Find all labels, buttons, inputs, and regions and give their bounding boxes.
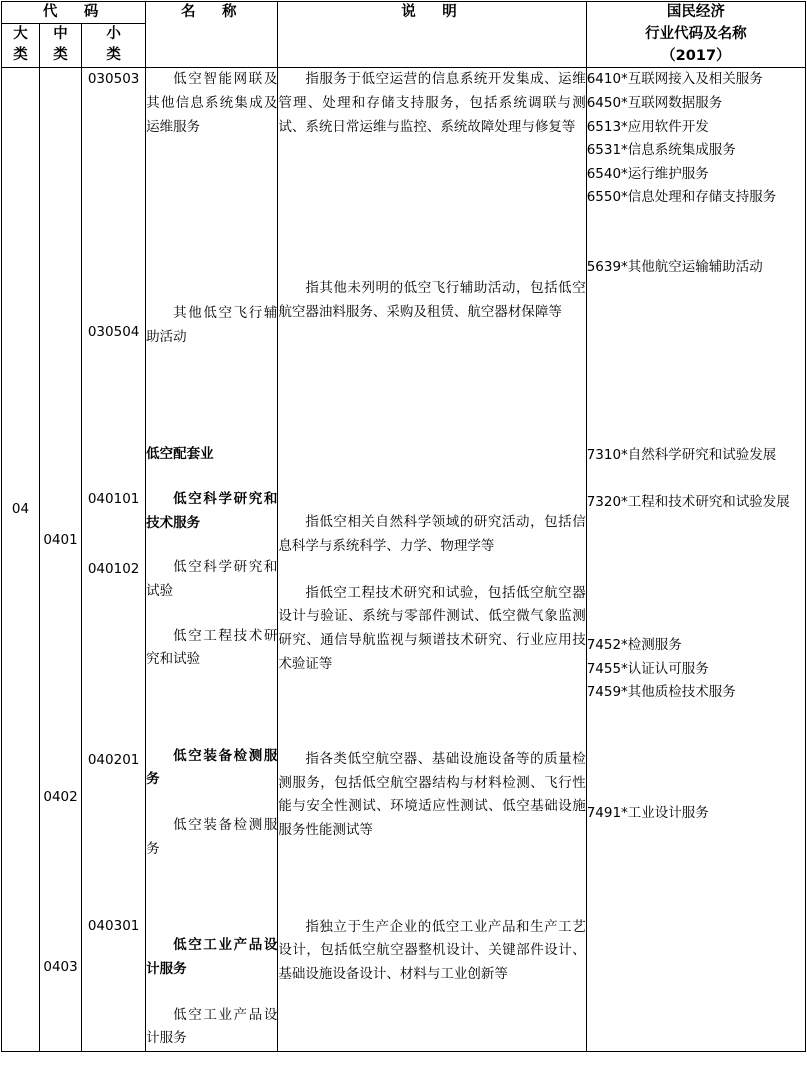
name-0401: 低空科学研究和技术服务 xyxy=(146,491,278,531)
name-030503: 低空智能网联及其他信息系统集成及运维服务 xyxy=(146,71,278,135)
classification-table xyxy=(1,1,806,1052)
gb-line: 7320*工程和技术研究和试验发展 xyxy=(586,494,790,511)
cell-major-code xyxy=(2,68,40,1052)
header-major-category xyxy=(2,24,40,68)
name-040301: 低空工业产品设计服务 xyxy=(146,1006,278,1047)
name-040101: 低空科学研究和试验 xyxy=(146,559,278,599)
header-national-industry-code xyxy=(586,2,805,68)
middle-code-0402: 0402 xyxy=(43,788,78,805)
gb-030503 xyxy=(587,68,805,210)
header-middle-line2: 类 xyxy=(53,47,68,64)
header-middle-category xyxy=(40,24,82,68)
gb-line: 6540*运行维护服务 xyxy=(586,165,709,182)
header-description: 说 明 xyxy=(278,2,586,68)
gb-line: 6550*信息处理和存储支持服务 xyxy=(586,189,777,206)
minor-code-040301: 040301 xyxy=(87,918,140,935)
gb-040201 xyxy=(587,634,805,705)
gb-line: 6450*互联网数据服务 xyxy=(586,94,723,111)
header-code-group: 代 码 xyxy=(2,2,146,24)
header-major-line1: 大 xyxy=(13,26,28,43)
minor-code-040102: 040102 xyxy=(87,561,140,578)
gb-040102 xyxy=(587,491,805,515)
middle-code-0403: 0403 xyxy=(43,958,78,975)
desc-040101: 指低空相关自然科学领域的研究活动，包括信息科学与系统科学、力学、物理学等 xyxy=(278,514,586,554)
minor-code-030503: 030503 xyxy=(87,71,140,88)
table-row xyxy=(2,68,806,1052)
gb-line: 7459*其他质检技术服务 xyxy=(586,684,736,701)
desc-040301: 指独立于生产企业的低空工业产品和生产工艺设计，包括低空航空器整机设计、关键部件设计、基础设施设备设计、材料与工业创新等 xyxy=(278,918,586,982)
name-0403: 低空工业产品设计服务 xyxy=(146,937,278,977)
major-code-value: 04 xyxy=(11,501,30,518)
table-body xyxy=(2,68,806,1052)
desc-040201: 指各类低空航空器、基础设施设备等的质量检测服务，包括低空航空器结构与材料检测、飞行性能与安全性测试、环境适应性测试、低空基础设施服务性能测试等 xyxy=(278,751,586,838)
header-name: 名 称 xyxy=(146,2,278,68)
name-040102: 低空工程技术研究和试验 xyxy=(146,627,278,668)
cell-middle-code xyxy=(40,68,82,1052)
cell-minor-code xyxy=(82,68,146,1052)
gb-line: 5639*其他航空运输辅助活动 xyxy=(586,259,763,275)
gb-040301 xyxy=(587,802,805,826)
name-040201: 低空装备检测服务 xyxy=(146,817,278,857)
header-major-line2: 类 xyxy=(13,47,28,64)
gb-line: 7310*自然科学研究和试验发展 xyxy=(586,446,777,463)
header-minor-line2: 类 xyxy=(106,47,121,64)
name-030504: 其他低空飞行辅助活动 xyxy=(146,305,278,345)
header-gb-line3: （2017） xyxy=(661,47,731,64)
minor-code-030504: 030504 xyxy=(87,323,140,340)
cell-description xyxy=(278,68,586,1052)
desc-040102: 指低空工程技术研究和试验，包括低空航空器设计与验证、系统与零部件测试、低空微气象监测研究、通信导航监视与频谱技术研究、行业应用技术验证等 xyxy=(278,584,586,672)
header-gb-line1: 国民经济 xyxy=(666,4,725,20)
minor-code-040101: 040101 xyxy=(87,490,140,507)
desc-030503: 指服务于低空运营的信息系统开发集成、运维管理、处理和存储支持服务，包括系统调联与测试、系统日常运维与监控、系统故障处理与修复等 xyxy=(278,71,586,135)
header-middle-line1: 中 xyxy=(53,26,68,43)
gb-line: 7455*认证认可服务 xyxy=(586,660,709,677)
cell-name xyxy=(146,68,278,1052)
header-minor-line1: 小 xyxy=(106,26,121,43)
classification-document-page xyxy=(0,1,807,1069)
gb-040101 xyxy=(587,444,805,468)
gb-line: 7452*检测服务 xyxy=(586,636,682,653)
desc-030504: 指其他未列明的低空飞行辅助活动，包括低空航空器油料服务、采购及租赁、航空器材保障等 xyxy=(278,280,586,320)
header-gb-line2: 行业代码及名称 xyxy=(645,25,747,42)
cell-gb-code xyxy=(586,68,805,1052)
gb-line: 7491*工业设计服务 xyxy=(586,804,709,821)
name-0402: 低空装备检测服务 xyxy=(146,747,278,788)
minor-code-040201: 040201 xyxy=(87,751,140,768)
gb-line: 6513*应用软件开发 xyxy=(586,118,709,135)
gb-line: 6410*互联网接入及相关服务 xyxy=(586,71,763,88)
header-minor-category xyxy=(82,24,146,68)
gb-line: 6531*信息系统集成服务 xyxy=(586,142,736,159)
gb-030504 xyxy=(587,256,805,280)
table-header-row-1 xyxy=(2,2,806,24)
name-04: 低空配套业 xyxy=(146,446,214,463)
middle-code-0401: 0401 xyxy=(43,532,78,549)
